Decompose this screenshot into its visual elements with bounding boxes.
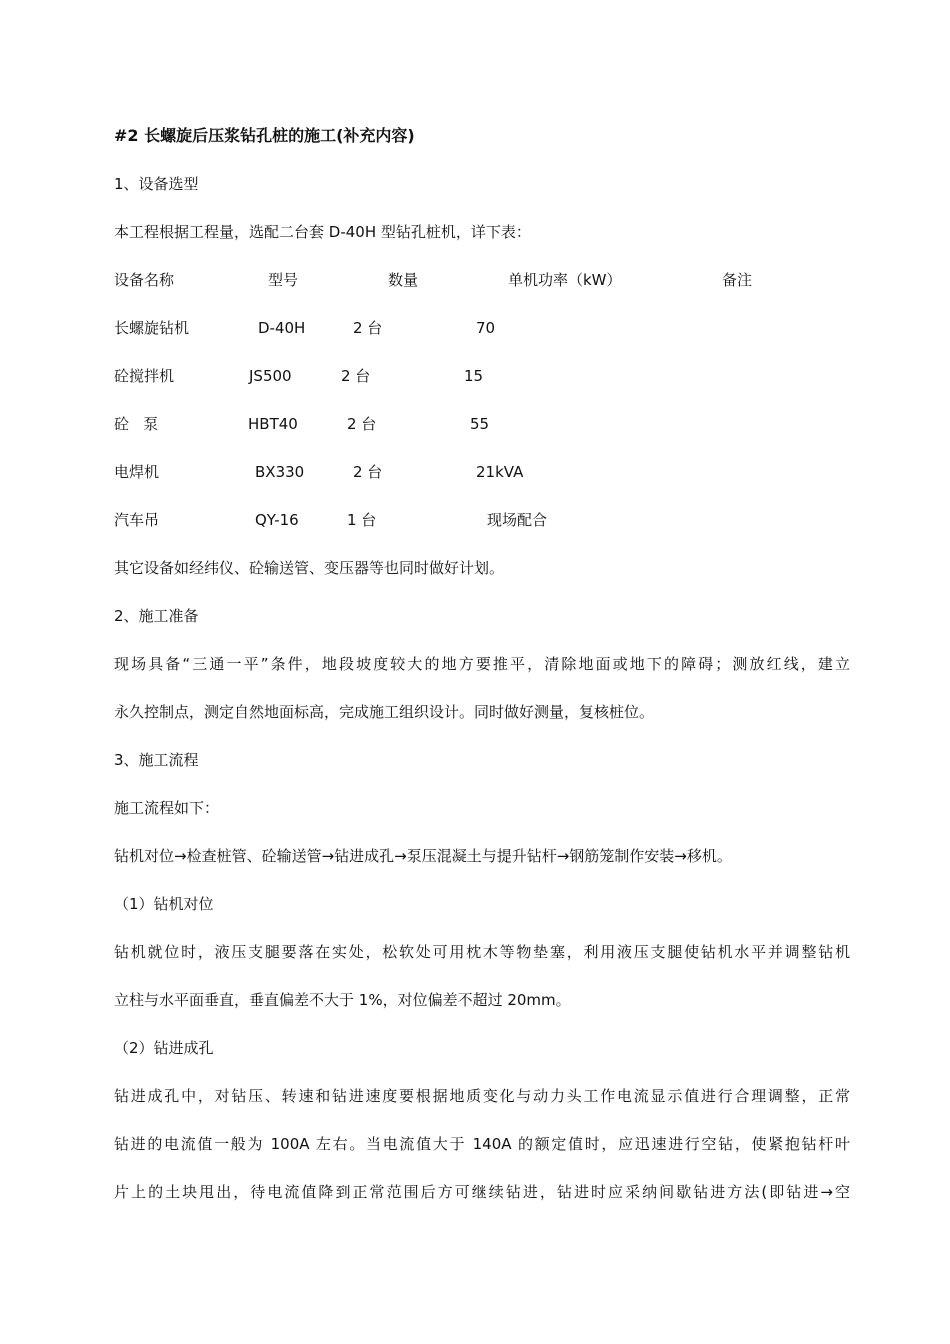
table-header-cell: 型号 xyxy=(268,271,299,289)
table-cell: JS500 xyxy=(249,367,292,385)
table-cell: 长螺旋钻机 xyxy=(114,319,190,337)
subsection-heading: （2）钻进成孔 xyxy=(114,1039,214,1057)
table-header-cell: 备注 xyxy=(722,271,753,289)
table-cell: 1 台 xyxy=(347,511,377,529)
table-cell: D-40H xyxy=(258,319,306,337)
table-header-cell: 设备名称 xyxy=(114,271,175,289)
table-cell: 电焊机 xyxy=(114,463,160,481)
paragraph-line: 片上的土块甩出，待电流值降到正常范围后方可继续钻进，钻进时应采纳间歇钻进方法(即钻进→空 xyxy=(114,1183,850,1201)
table-cell: 砼搅拌机 xyxy=(114,367,175,385)
table-cell: 70 xyxy=(476,319,496,337)
table-cell: 15 xyxy=(464,367,484,385)
table-cell: BX330 xyxy=(255,463,305,481)
section-heading: 1、设备选型 xyxy=(114,175,199,193)
table-header-cell: 单机功率（kW） xyxy=(508,271,622,289)
paragraph: 施工流程如下： xyxy=(114,799,220,817)
paragraph: 本工程根据工程量，选配二台套 D-40H 型钻孔桩机，详下表： xyxy=(114,223,531,241)
table-header-cell: 数量 xyxy=(388,271,419,289)
paragraph-line: 现场具备“三通一平”条件，地段坡度较大的地方要推平，清除地面或地下的障碍；测放红线，建立 xyxy=(114,655,850,673)
table-cell: HBT40 xyxy=(248,415,298,433)
table-cell: 2 台 xyxy=(341,367,371,385)
table-cell: 2 台 xyxy=(353,319,383,337)
subsection-heading: （1）钻机对位 xyxy=(114,895,214,913)
table-cell: 55 xyxy=(470,415,490,433)
table-cell: 2 台 xyxy=(353,463,383,481)
paragraph-line: 钻进的电流值一般为 100A 左右。当电流值大于 140A 的额定值时，应迅速进行空钻，使紧抱钻杆叶 xyxy=(114,1135,850,1153)
table-cell: 汽车吊 xyxy=(114,511,160,529)
table-cell: 现场配合 xyxy=(487,511,548,529)
process-flow: 钻机对位→检查桩管、砼输送管→钻进成孔→泵压混凝土与提升钻杆→钢筋笼制作安装→移机。 xyxy=(114,847,732,865)
paragraph-line: 永久控制点，测定自然地面标高，完成施工组织设计。同时做好测量，复核桩位。 xyxy=(114,703,655,721)
table-cell: 21kVA xyxy=(476,463,524,481)
section-heading: 2、施工准备 xyxy=(114,607,199,625)
section-heading: 3、施工流程 xyxy=(114,751,199,769)
paragraph: 其它设备如经纬仪、砼输送管、变压器等也同时做好计划。 xyxy=(114,559,505,577)
document-title: #2 长螺旋后压浆钻孔桩的施工(补充内容) xyxy=(114,126,415,145)
table-cell: QY-16 xyxy=(255,511,299,529)
paragraph-line: 钻进成孔中，对钻压、转速和钻进速度要根据地质变化与动力头工作电流显示值进行合理调整，正常 xyxy=(114,1087,850,1105)
paragraph-line: 钻机就位时，液压支腿要落在实处，松软处可用枕木等物垫塞，利用液压支腿使钻机水平并调整钻机 xyxy=(114,943,850,961)
table-cell: 2 台 xyxy=(347,415,377,433)
paragraph-line: 立柱与水平面垂直，垂直偏差不大于 1%，对位偏差不超过 20mm。 xyxy=(114,991,571,1009)
table-cell: 砼 泵 xyxy=(114,415,159,433)
